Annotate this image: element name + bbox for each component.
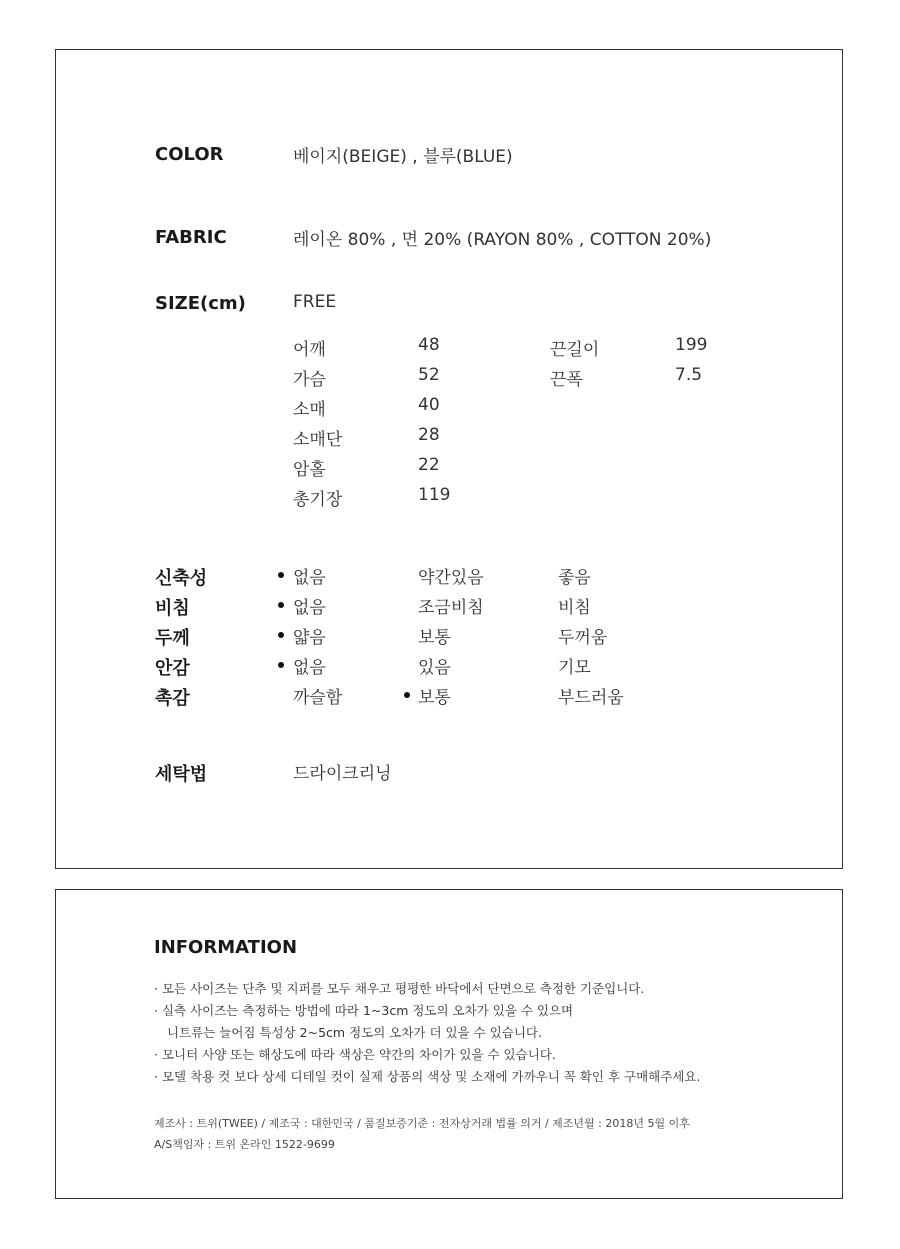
size-row-value: 48	[418, 335, 440, 355]
size-row-name: 가슴	[293, 370, 326, 390]
thickness-option: 보통	[418, 628, 451, 648]
thickness-option: 두꺼움	[558, 628, 608, 648]
color-label: COLOR	[155, 144, 224, 165]
size-row-name: 끈길이	[550, 340, 600, 360]
sheerness-option: 비침	[558, 598, 591, 618]
lining-option: 없음	[293, 658, 326, 678]
stretch-option: 좋음	[558, 568, 591, 588]
stretch-label: 신축성	[155, 568, 208, 589]
sheerness-option: 조금비침	[418, 598, 484, 618]
selected-bullet-icon	[278, 632, 284, 638]
texture-option: 부드러움	[558, 688, 624, 708]
size-row-value: 199	[675, 335, 708, 355]
size-row-value: 119	[418, 485, 451, 505]
spec-panel	[55, 49, 843, 869]
stretch-option: 없음	[293, 568, 326, 588]
lining-option: 있음	[418, 658, 451, 678]
size-row-value: 52	[418, 365, 440, 385]
size-row-value: 28	[418, 425, 440, 445]
fabric-value: 레이온 80% , 면 20% (RAYON 80% , COTTON 20%)	[293, 230, 712, 250]
selected-bullet-icon	[278, 602, 284, 608]
size-row-name: 총기장	[293, 490, 343, 510]
washing-label: 세탁법	[155, 764, 208, 785]
size-value: FREE	[293, 292, 337, 312]
selected-bullet-icon	[404, 692, 410, 698]
selected-bullet-icon	[278, 572, 284, 578]
texture-option: 까슬함	[293, 688, 343, 708]
fabric-label: FABRIC	[155, 227, 227, 248]
size-row-name: 소매단	[293, 430, 343, 450]
information-note: 니트류는 늘어짐 특성상 2~5cm 정도의 오차가 더 있을 수 있습니다.	[167, 1025, 542, 1040]
thickness-label: 두께	[155, 628, 190, 649]
texture-label: 촉감	[155, 688, 190, 709]
information-panel	[55, 889, 843, 1199]
thickness-option: 얇음	[293, 628, 326, 648]
information-note: · 실측 사이즈는 측정하는 방법에 따라 1~3cm 정도의 오차가 있을 수 있으며	[154, 1003, 574, 1018]
manufacturer-info: 제조사 : 트위(TWEE) / 제조국 : 대한민국 / 품질보증기준 : 전자상거래 법률 의거 / 제조년월 : 2018년 5월 이후	[154, 1117, 690, 1130]
color-value: 베이지(BEIGE) , 블루(BLUE)	[293, 147, 513, 167]
size-label: SIZE(cm)	[155, 293, 246, 314]
sheerness-option: 없음	[293, 598, 326, 618]
size-row-name: 끈폭	[550, 370, 583, 390]
stretch-option: 약간있음	[418, 568, 484, 588]
lining-option: 기모	[558, 658, 591, 678]
size-row-value: 7.5	[675, 365, 703, 385]
information-note: · 모든 사이즈는 단추 및 지퍼를 모두 채우고 평평한 바닥에서 단면으로 측정한 기준입니다.	[154, 981, 645, 996]
size-row-value: 40	[418, 395, 440, 415]
selected-bullet-icon	[278, 662, 284, 668]
texture-option: 보통	[418, 688, 451, 708]
after-service-info: A/S책임자 : 트위 온라인 1522-9699	[154, 1138, 335, 1151]
information-title: INFORMATION	[154, 937, 298, 958]
size-row-name: 소매	[293, 400, 326, 420]
information-note: · 모델 착용 컷 보다 상세 디테일 컷이 실제 상품의 색상 및 소재에 가까우니 꼭 확인 후 구매해주세요.	[154, 1069, 701, 1084]
size-row-value: 22	[418, 455, 440, 475]
information-note: · 모니터 사양 또는 해상도에 따라 색상은 약간의 차이가 있을 수 있습니다.	[154, 1047, 556, 1062]
size-row-name: 어깨	[293, 340, 326, 360]
size-row-name: 암홀	[293, 460, 326, 480]
sheerness-label: 비침	[155, 598, 190, 619]
washing-value: 드라이크리닝	[293, 764, 392, 784]
lining-label: 안감	[155, 658, 190, 679]
